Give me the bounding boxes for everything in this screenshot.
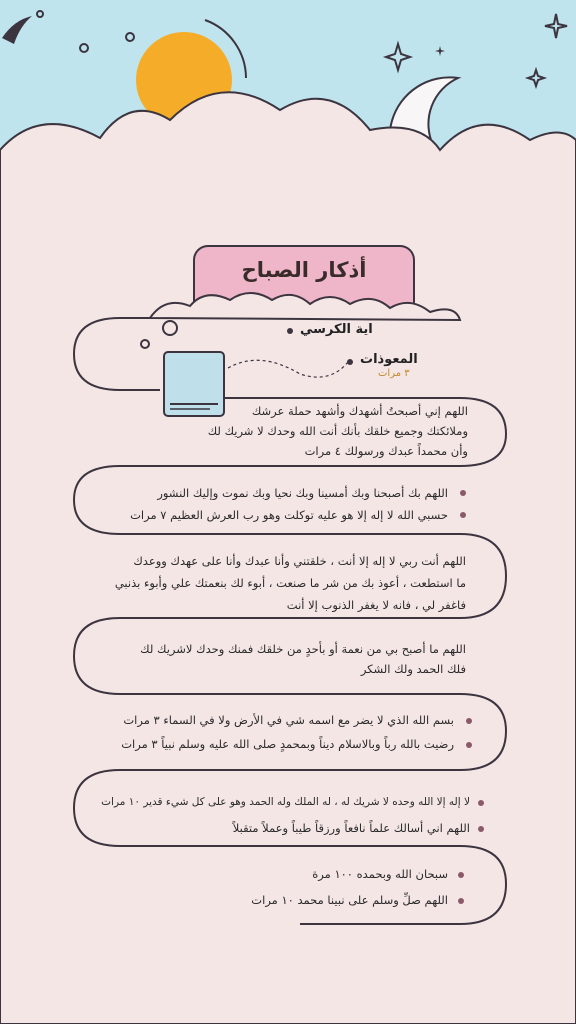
muawwidhat-count: ٣ مرات xyxy=(378,368,410,379)
dhikr-line: اللهم أنت ربي لا إله إلا أنت ، خلقتني وأنا عبدك وأنا على عهدك ووعدك xyxy=(133,554,466,568)
bullet xyxy=(478,826,484,832)
bullet xyxy=(458,898,464,904)
label-dot xyxy=(347,359,353,365)
label-ayat-kursi: اية الكرسي xyxy=(300,322,373,337)
label-dot xyxy=(287,328,293,334)
dhikr-line: اللهم اني أسالك علماً نافعاً ورزقاً طيباً وعملاً متقبلاً xyxy=(232,821,470,835)
dhikr-line: وملائكتك وجميع خلقك بأنك أنت الله وحدك لا شريك لك xyxy=(207,424,468,438)
dhikr-line: رضيت بالله رباً وبالاسلام ديناً وبمحمدٍ صلى الله عليه وسلم نبياً ٣ مرات xyxy=(121,737,454,751)
dhikr-line: وأن محمداً عبدك ورسولك ٤ مرات xyxy=(304,444,468,458)
dhikr-line: ما استطعت ، أعوذ بك من شر ما صنعت ، أبوء لك بنعمتك علي وأبوء بذنبي xyxy=(114,576,466,590)
dhikr-line: فلك الحمد ولك الشكر xyxy=(360,662,466,676)
dhikr-line: حسبي الله لا إله إلا هو عليه توكلت وهو رب العرش العظيم ٧ مرات xyxy=(130,508,448,522)
dhikr-line: اللهم إني أصبحتُ أشهدك وأشهد حملة عرشك xyxy=(251,404,468,418)
dhikr-line: لا إله إلا الله وحده لا شريك له ، له الملك وله الحمد وهو على كل شيء قدير ١٠ مرات xyxy=(101,796,470,808)
bullet xyxy=(466,742,472,748)
bullet xyxy=(478,800,484,806)
dhikr-line: فاغفر لي ، فانه لا يغفر الذنوب إلا أنت xyxy=(286,598,466,612)
bullet xyxy=(460,490,466,496)
dhikr-line: بسم الله الذي لا يضر مع اسمه شي في الأرض ولا في السماء ٣ مرات xyxy=(123,713,454,727)
dhikr-line: اللهم بك أصبحنا وبك أمسينا وبك نحيا وبك نموت وإليك النشور xyxy=(157,486,448,500)
label-muawwidhat: المعوذات xyxy=(360,352,418,367)
bullet xyxy=(458,872,464,878)
book-icon xyxy=(164,352,224,416)
dhikr-line: اللهم صلِّ وسلم على نبينا محمد ١٠ مرات xyxy=(251,893,448,907)
page-title: أذكار الصباح xyxy=(241,258,367,282)
dhikr-line: سبحان الله وبحمده ١٠٠ مرة xyxy=(312,867,448,881)
bullet xyxy=(466,718,472,724)
dhikr-line: اللهم ما أصبح بي من نعمة أو بأحدٍ من خلقك فمنك وحدك لاشريك لك xyxy=(140,642,466,656)
bullet xyxy=(460,512,466,518)
